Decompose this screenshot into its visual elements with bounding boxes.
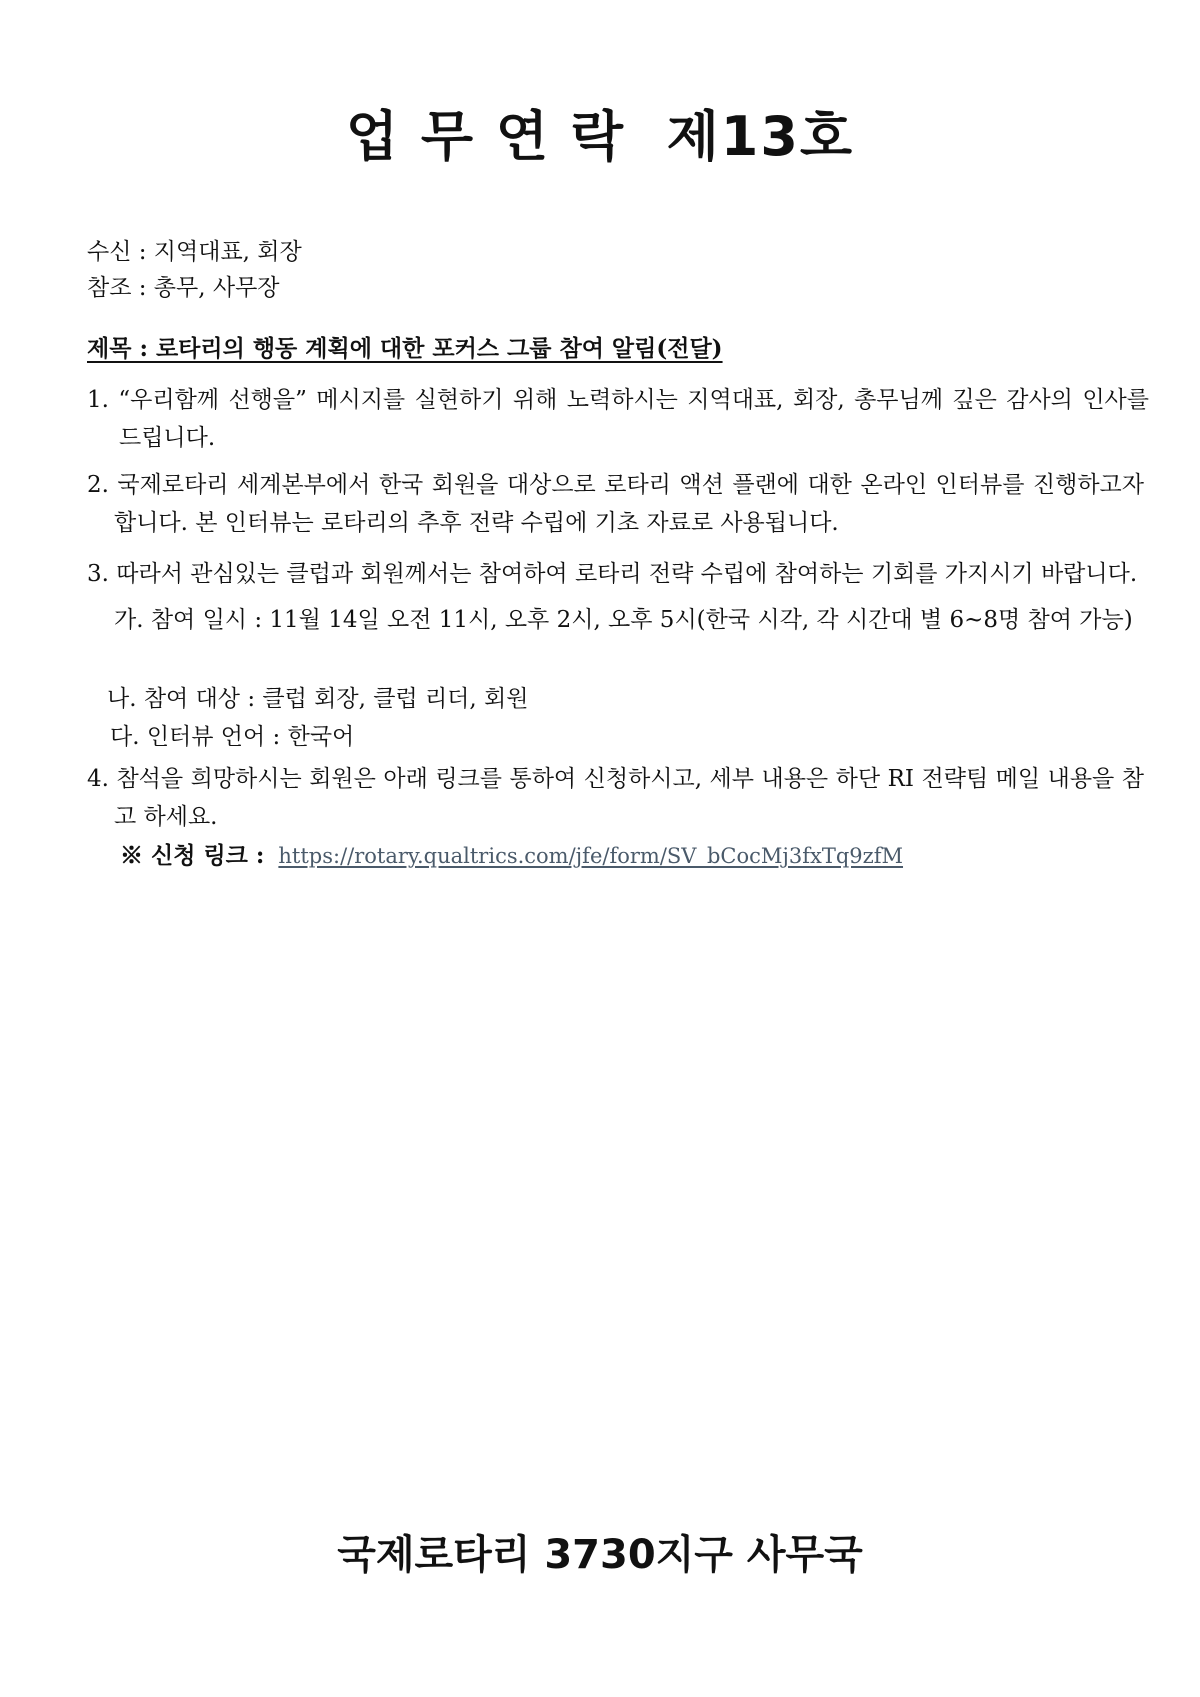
signup-link-row bbox=[120, 837, 903, 875]
item-3: 3. 따라서 관심있는 클럽과 회원께서는 참여하여 로타리 전략 수립에 참여하는 기회를 가지시기 바랍니다. bbox=[87, 561, 1138, 587]
subitem-ga: 가. 참여 일시 : 11월 14일 오전 11시, 오후 2시, 오후 5시(한국 시각, 각 시간대 별 6~8명 참여 가능) bbox=[114, 607, 1133, 633]
signup-link-label: ※ 신청 링크 : bbox=[120, 842, 265, 869]
subitem-da: 다. 인터뷰 언어 : 한국어 bbox=[110, 724, 355, 750]
subject-line: 제목 : 로타리의 행동 계획에 대한 포커스 그룹 참여 알림(전달) bbox=[87, 335, 723, 362]
subitem-na: 나. 참여 대상 : 클럽 회장, 클럽 리더, 회원 bbox=[107, 686, 529, 712]
item-2: 2. 국제로타리 세계본부에서 한국 회원을 대상으로 로타리 액션 플랜에 대한 온라인 인터뷰를 진행하고자 합니다. 본 인터뷰는 로타리의 추후 전략 수립에 기초 자료로 사용됩니다. bbox=[87, 472, 1144, 536]
document-title: 업 무 연 락 제13호 bbox=[345, 105, 855, 168]
item-4: 4. 참석을 희망하시는 회원은 아래 링크를 통하여 신청하시고, 세부 내용은 하단 RI 전략팀 메일 내용을 참고 하세요. bbox=[87, 766, 1144, 830]
recipient-line: 수신 : 지역대표, 회장 bbox=[87, 239, 302, 265]
item-1: 1. “우리함께 선행을” 메시지를 실현하기 위해 노력하시는 지역대표, 회장, 총무님께 깊은 감사의 인사를 드립니다. bbox=[87, 387, 1149, 451]
signup-link[interactable]: https://rotary.qualtrics.com/jfe/form/SV_bCocMj3fxTq9zfM bbox=[278, 844, 904, 868]
reference-line: 참조 : 총무, 사무장 bbox=[87, 275, 280, 301]
issuer-footer: 국제로타리 3730지구 사무국 bbox=[337, 1532, 863, 1578]
